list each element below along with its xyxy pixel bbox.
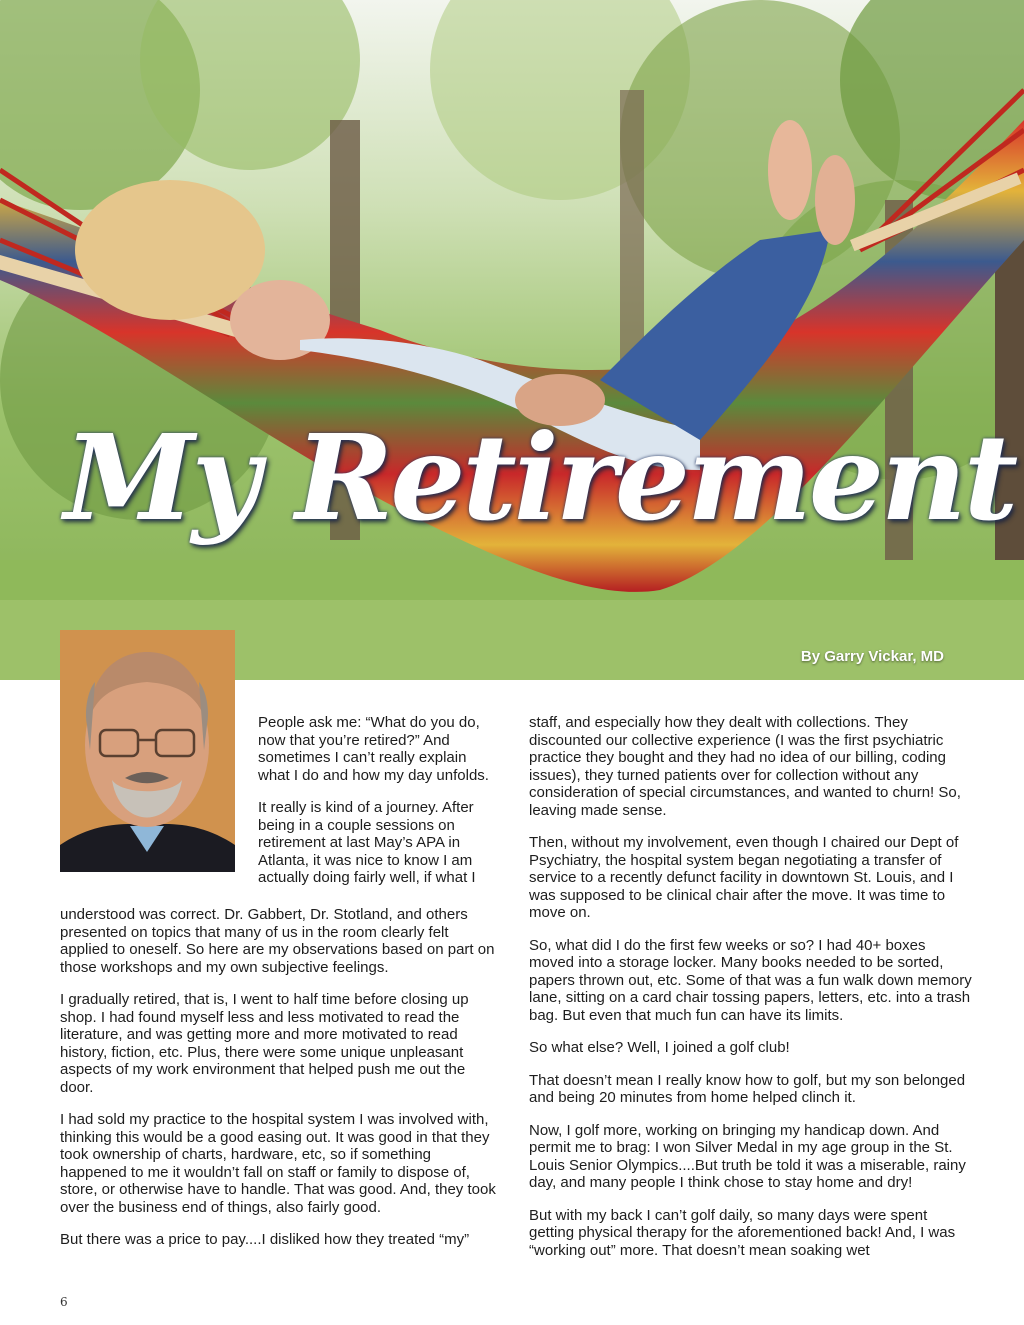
paragraph: So what else? Well, I joined a golf club!	[529, 1039, 790, 1056]
paragraph: But with my back I can’t golf daily, so many days were spent getting physical therapy for the aforementioned back! And, I was “working out” more. That doesn’t mean soaking wet	[529, 1206, 956, 1259]
paragraph: That doesn’t mean I really know how to golf, but my son belonged and being 20 minutes from home helped clinch it.	[529, 1071, 966, 1106]
paragraph: staff, and especially how they dealt with collections. They discounted our collective experience (I was the first psychiatric practice they bought and they had no idea of our billing, coding issues), they turned patients over for collection without any consideration of special circumstances, and wanted to churn! So, leaving made sense.	[529, 714, 961, 819]
author-portrait-illustration	[60, 630, 235, 872]
paragraph: But there was a price to pay....I disliked how they treated “my”	[60, 1231, 470, 1248]
article-column-left	[60, 906, 500, 1264]
paragraph: It really is kind of a journey. After being in a couple sessions on retirement at last May’s APA in Atlanta, it was nice to know I am actually doing fairly well, if what I	[258, 799, 476, 886]
paragraph: People ask me: “What do you do, now that you’re retired?” And sometimes I can’t really explain what I do and how my day unfolds.	[258, 714, 489, 784]
paragraph: Then, without my involvement, even though I chaired our Dept of Psychiatry, the hospital system began negotiating a transfer of service to a recently defunct facility in downtown St. Louis, and I was supposed to be clinical chair after the move. It was time to move on.	[529, 834, 959, 921]
article-title: My Retirement	[64, 408, 1016, 547]
article-column-left-top	[258, 714, 498, 887]
paragraph: I had sold my practice to the hospital system I was involved with, thinking this would be a good easing out. It was good in that they took ownership of charts, hardware, etc, so if something happened to me it wouldn’t fall on staff or family to dispose of, store, or otherwise have to handle. That was good. And, they took over the business end of things, also fairly good.	[60, 1111, 496, 1216]
author-byline: By Garry Vickar, MD	[800, 648, 944, 665]
paragraph: Now, I golf more, working on bringing my handicap down. And permit me to brag: I won Silver Medal in my age group in the St. Louis Senior Olympics....But truth be told it was a miserable, rainy day, and many people I think chose to stay home and dry!	[529, 1121, 966, 1191]
paragraph: So, what did I do the first few weeks or so? I had 40+ boxes moved into a storage locker. Many books needed to be sorted, papers thrown out, etc. Some of that was a fun walk down memory lane, sitting on a card chair tossing papers, letters, etc. into a trash bag. But even that much fun can have its limits.	[529, 936, 972, 1024]
page-number: 6	[60, 1295, 68, 1309]
paragraph: understood was correct. Dr. Gabbert, Dr. Stotland, and others presented on topics that many of us in the room clearly felt applied to oneself. So here are my observations based on part on those workshops and my own subjective feelings.	[60, 906, 495, 976]
paragraph: I gradually retired, that is, I went to half time before closing up shop. I had found myself less and less motivated to read the literature, and was getting more and more motivated to read history, fiction, etc. Plus, there were some unique unpleasant aspects of my work environment that helped push me out the door.	[60, 991, 469, 1096]
article-column-right	[529, 714, 974, 1274]
author-portrait	[60, 630, 235, 872]
